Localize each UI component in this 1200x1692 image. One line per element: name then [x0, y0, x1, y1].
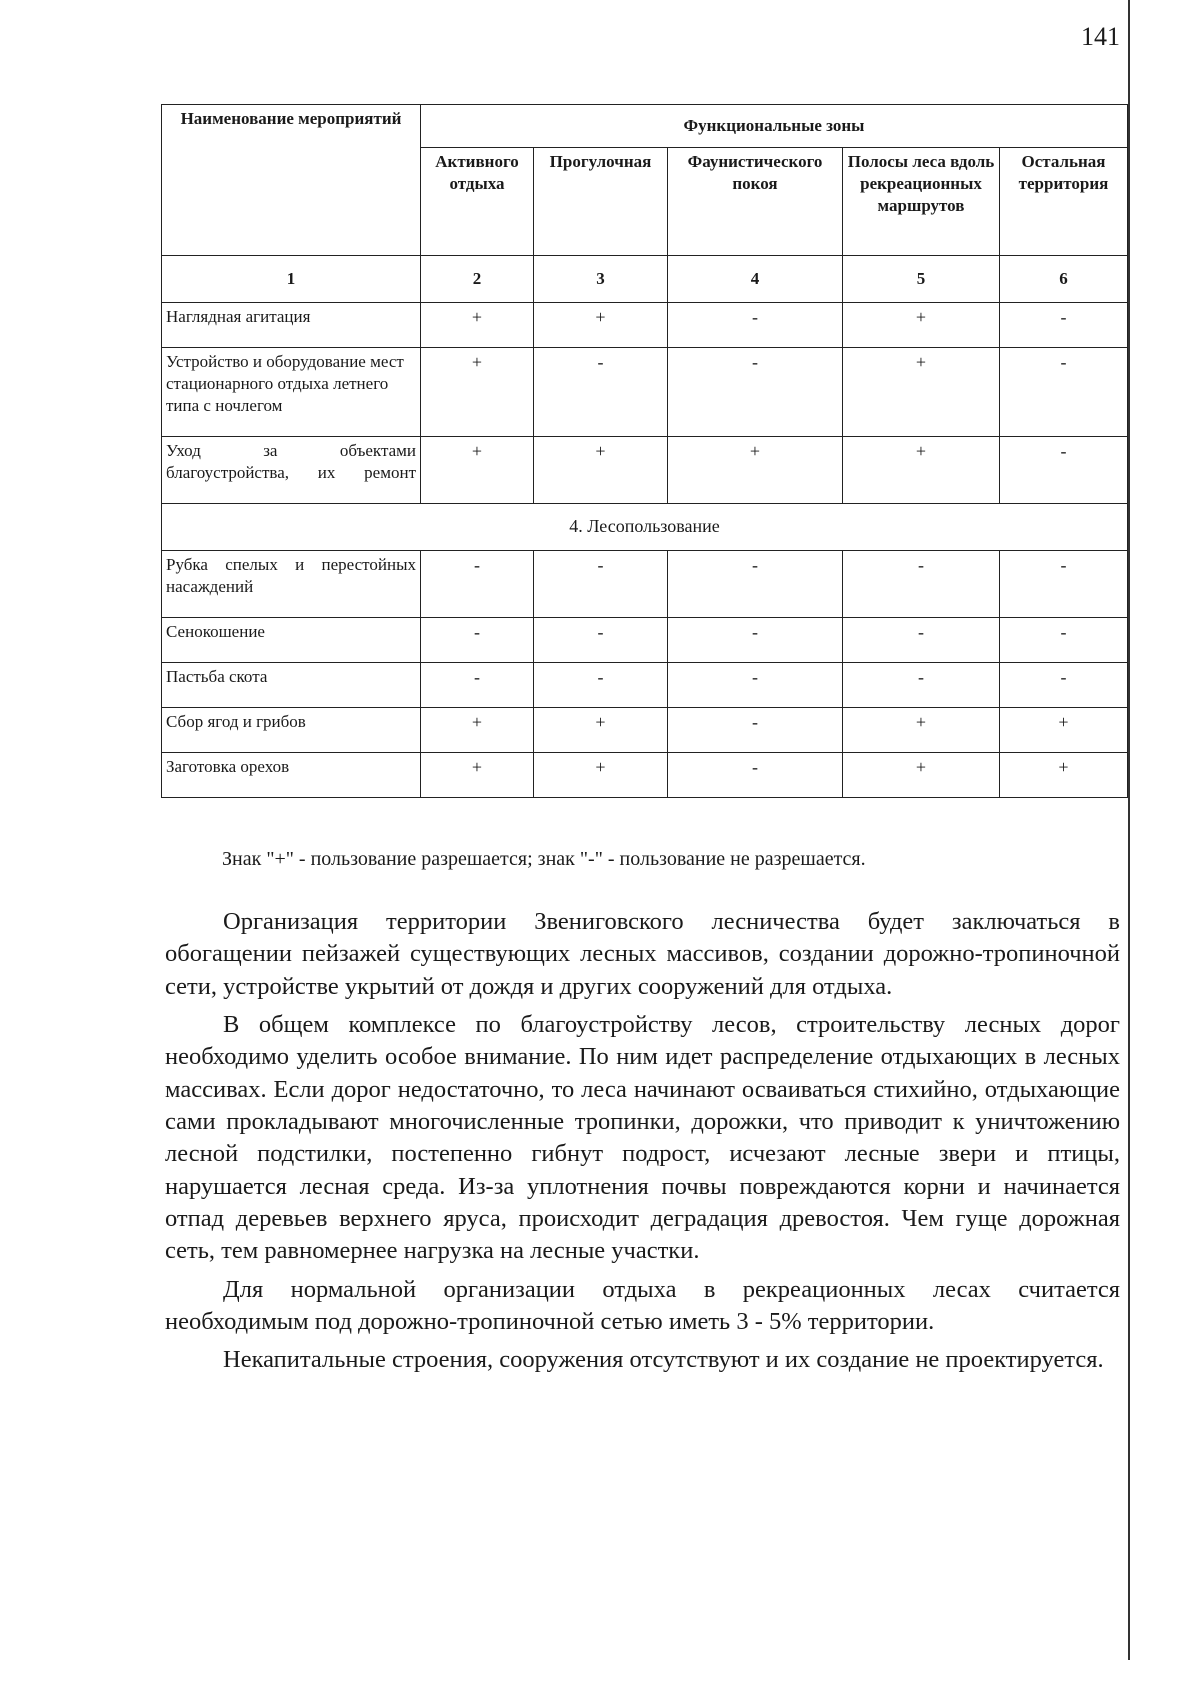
- permission-mark: -: [843, 663, 1000, 708]
- activity-name: Уход за объектами благоустройства, их ремонт: [162, 437, 421, 504]
- body-text: [165, 906, 1120, 1377]
- column-number: 1: [162, 256, 421, 303]
- permission-mark: +: [843, 303, 1000, 348]
- permission-mark: +: [534, 708, 668, 753]
- permission-mark: +: [421, 303, 534, 348]
- table-legend: Знак "+" - пользование разрешается; знак "-" - пользование не разрешается.: [222, 848, 866, 870]
- permission-mark: -: [1000, 551, 1128, 618]
- permission-mark: -: [421, 551, 534, 618]
- permission-mark: -: [1000, 303, 1128, 348]
- paragraph: Некапитальные строения, сооружения отсутствуют и их создание не проектируется.: [223, 1346, 1104, 1374]
- permission-mark: +: [1000, 753, 1128, 798]
- permission-mark: -: [843, 551, 1000, 618]
- permission-mark: +: [668, 437, 843, 504]
- column-number: 4: [668, 256, 843, 303]
- permission-mark: -: [1000, 663, 1128, 708]
- permission-mark: +: [843, 753, 1000, 798]
- permission-mark: +: [843, 348, 1000, 437]
- permission-mark: +: [534, 753, 668, 798]
- activity-name: Устройство и оборудование мест стационарного отдыха летнего типа с ночлегом: [162, 348, 421, 437]
- table-row: [162, 551, 1128, 618]
- permission-mark: -: [843, 618, 1000, 663]
- header-activity-name: Наименование мероприятий: [162, 105, 421, 256]
- section-title: 4. Лесопользование: [162, 504, 1128, 551]
- permission-mark: -: [421, 618, 534, 663]
- activity-name: Наглядная агитация: [162, 303, 421, 348]
- permission-mark: +: [421, 437, 534, 504]
- permission-mark: -: [534, 663, 668, 708]
- header-zone-forest-strips: Полосы леса вдоль рекреационных маршрутов: [843, 148, 1000, 256]
- permission-mark: +: [421, 753, 534, 798]
- permission-mark: -: [534, 348, 668, 437]
- permission-mark: -: [668, 618, 843, 663]
- header-zone-walking: Прогулочная: [534, 148, 668, 256]
- table-row: [162, 348, 1128, 437]
- table-row: [162, 303, 1128, 348]
- scan-edge-line: [1128, 0, 1130, 1660]
- permission-mark: +: [534, 303, 668, 348]
- header-zone-other: Остальная территория: [1000, 148, 1128, 256]
- permission-mark: -: [668, 663, 843, 708]
- permission-mark: -: [1000, 618, 1128, 663]
- permission-mark: +: [1000, 708, 1128, 753]
- paragraph: Для нормальной организации отдыха в рекреационных лесах считается необходимым под дорожно-тропиночной сетью иметь 3 - 5% территории.: [165, 1275, 1120, 1335]
- activity-name: Пастьба скота: [162, 663, 421, 708]
- activity-name: Рубка спелых и перестойных насаждений: [162, 551, 421, 618]
- header-functional-zones: Функциональные зоны: [421, 105, 1128, 148]
- permission-mark: -: [668, 753, 843, 798]
- permission-mark: +: [843, 708, 1000, 753]
- column-number: 6: [1000, 256, 1128, 303]
- permission-mark: -: [421, 663, 534, 708]
- paragraph: В общем комплексе по благоустройству лесов, строительству лесных дорог необходимо уделить особое внимание. По ним идет распределение отдыхающих в лесных массивах. Если дорог недостаточно, то леса начинают осваиваться стихийно, отдыхающие сами прокладывают многочисленные тропинки, дорожки, что приводит к уничтожению лесной подстилки, постепенно гибнут подрост, исчезают лесные звери и птицы, нарушается лесная среда. Из-за уплотнения почвы повреждаются корни и начинается отпад деревьев верхнего яруса, происходит деградация древостоя. Чем гуще дорожная сеть, тем равномернее нагрузка на лесные участки.: [165, 1010, 1120, 1265]
- table-row: [162, 618, 1128, 663]
- section-row: [162, 504, 1128, 551]
- permission-mark: +: [534, 437, 668, 504]
- permission-mark: -: [534, 551, 668, 618]
- permission-mark: -: [1000, 437, 1128, 504]
- zones-table-container: [161, 104, 1128, 798]
- permission-mark: -: [534, 618, 668, 663]
- column-number: 3: [534, 256, 668, 303]
- table-row: [162, 437, 1128, 504]
- page-number: 141: [1081, 22, 1120, 51]
- column-number: 2: [421, 256, 534, 303]
- permission-mark: -: [668, 303, 843, 348]
- permission-mark: +: [421, 348, 534, 437]
- table-row: [162, 753, 1128, 798]
- permission-mark: +: [843, 437, 1000, 504]
- table-row: [162, 663, 1128, 708]
- permission-mark: -: [668, 708, 843, 753]
- permission-mark: +: [421, 708, 534, 753]
- table-row: [162, 708, 1128, 753]
- activity-name: Сенокошение: [162, 618, 421, 663]
- column-number: 5: [843, 256, 1000, 303]
- header-zone-fauna: Фаунистического покоя: [668, 148, 843, 256]
- activity-name: Сбор ягод и грибов: [162, 708, 421, 753]
- paragraph: Организация территории Звениговского лесничества будет заключаться в обогащении пейзажей существующих лесных массивов, создании дорожно-тропиночной сети, устройстве укрытий от дождя и других сооружений для отдыха.: [165, 908, 1120, 1000]
- permission-mark: -: [668, 348, 843, 437]
- header-zone-active: Активного отдыха: [421, 148, 534, 256]
- functional-zones-table: [161, 104, 1128, 798]
- permission-mark: -: [1000, 348, 1128, 437]
- activity-name: Заготовка орехов: [162, 753, 421, 798]
- permission-mark: -: [668, 551, 843, 618]
